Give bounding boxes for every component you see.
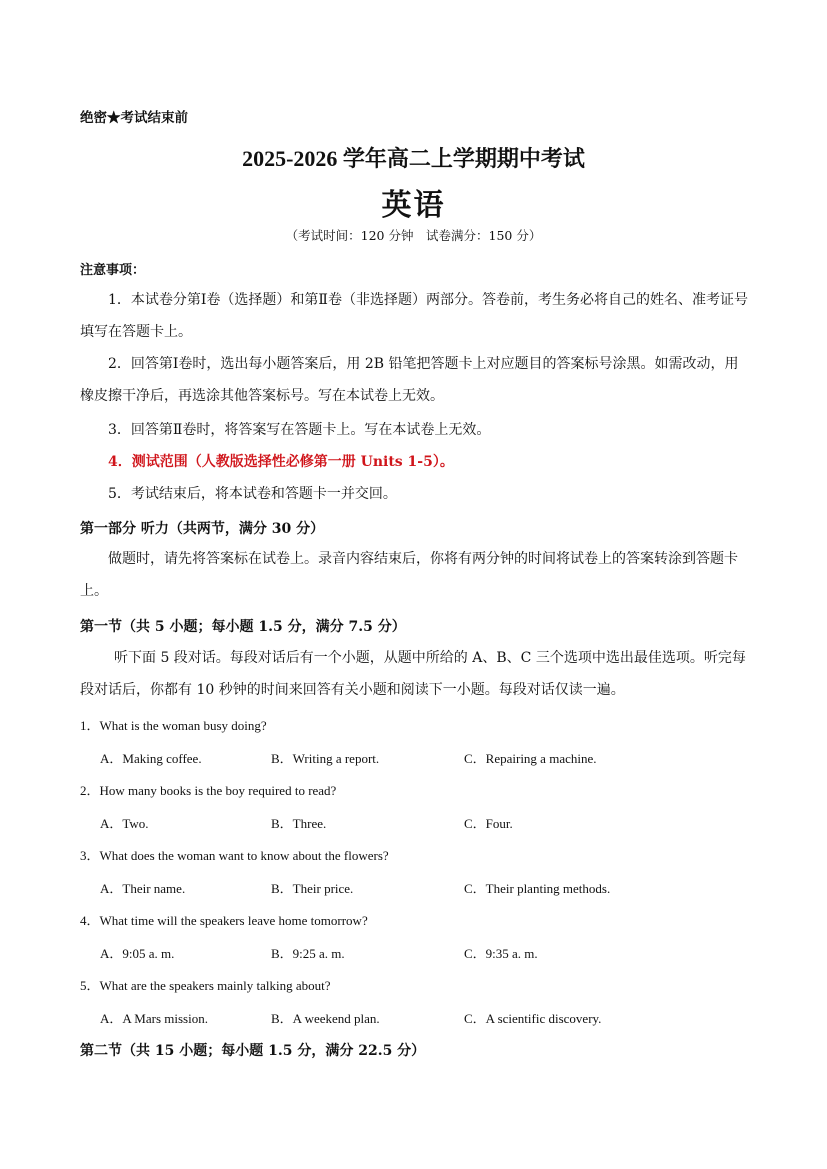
part1-heading: 第一部分 听力（共两节，满分 30 分） bbox=[80, 521, 325, 537]
option-4b: B．9:25 a. m. bbox=[271, 946, 345, 961]
part1-instruction: 做题时，请先将答案标在试卷上。录音内容结束后，你将有两分钟的时间将试卷上的答案转涂到答题卡上。 bbox=[80, 551, 738, 599]
question-2: 2．How many books is the boy required to read? bbox=[80, 783, 337, 798]
section2-heading: 第二节（共 15 小题；每小题 1.5 分，满分 22.5 分） bbox=[80, 1043, 426, 1059]
options-2 bbox=[100, 813, 740, 833]
option-5a: A．A Mars mission. bbox=[100, 1011, 208, 1026]
option-5b: B．A weekend plan. bbox=[271, 1011, 380, 1026]
options-1 bbox=[100, 748, 740, 768]
section1-heading: 第一节（共 5 小题；每小题 1.5 分，满分 7.5 分） bbox=[80, 619, 406, 635]
option-1c: C．Repairing a machine. bbox=[464, 751, 597, 766]
option-2b: B．Three. bbox=[271, 816, 327, 831]
option-3a: A．Their name. bbox=[100, 881, 186, 896]
exam-meta: （考试时间：120 分钟 试卷满分：150 分） bbox=[285, 228, 542, 243]
note-item-3: 3．回答第Ⅱ卷时，将答案写在答题卡上。写在本试卷上无效。 bbox=[108, 422, 491, 438]
options-3 bbox=[100, 878, 740, 898]
question-5: 5．What are the speakers mainly talking about? bbox=[80, 978, 331, 993]
options-4 bbox=[100, 943, 740, 963]
question-3: 3．What does the woman want to know about the flowers? bbox=[80, 848, 389, 863]
option-5c: C．A scientific discovery. bbox=[464, 1011, 602, 1026]
option-2a: A．Two. bbox=[100, 816, 149, 831]
option-1a: A．Making coffee. bbox=[100, 751, 202, 766]
exam-title: 2025-2026 学年高二上学期期中考试 bbox=[242, 146, 585, 171]
notes-heading: 注意事项： bbox=[80, 263, 146, 278]
question-4: 4．What time will the speakers leave home tomorrow? bbox=[80, 913, 368, 928]
note-item-1: 1．本试卷分第Ⅰ卷（选择题）和第Ⅱ卷（非选择题）两部分。答卷前，考生务必将自己的姓名、准考证号填写在答题卡上。 bbox=[80, 292, 748, 340]
options-5 bbox=[100, 1008, 740, 1028]
question-1: 1．What is the woman busy doing? bbox=[80, 718, 267, 733]
option-3b: B．Their price. bbox=[271, 881, 354, 896]
option-4c: C．9:35 a. m. bbox=[464, 946, 538, 961]
option-3c: C．Their planting methods. bbox=[464, 881, 611, 896]
note-item-2: 2．回答第Ⅰ卷时，选出每小题答案后，用 2B 铅笔把答题卡上对应题目的答案标号涂黑。如需改动，用橡皮擦干净后，再选涂其他答案标号。写在本试卷上无效。 bbox=[80, 356, 739, 404]
section1-instruction: 听下面 5 段对话。每段对话后有一个小题，从题中所给的 A、B、C 三个选项中选出最佳选项。听完每段对话后，你都有 10 秒钟的时间来回答有关小题和阅读下一小题。每段对话仅读一遍。 bbox=[80, 650, 746, 698]
note-item-5: 5．考试结束后，将本试卷和答题卡一并交回。 bbox=[108, 486, 397, 502]
option-2c: C．Four. bbox=[464, 816, 513, 831]
subject-title: 英语 bbox=[381, 188, 446, 223]
option-1b: B．Writing a report. bbox=[271, 751, 380, 766]
confidential-label: 绝密★考试结束前 bbox=[80, 110, 188, 126]
option-4a: A．9:05 a. m. bbox=[100, 946, 175, 961]
note-item-4-scope: 4．测试范围（人教版选择性必修第一册 Units 1-5）。 bbox=[108, 454, 454, 470]
